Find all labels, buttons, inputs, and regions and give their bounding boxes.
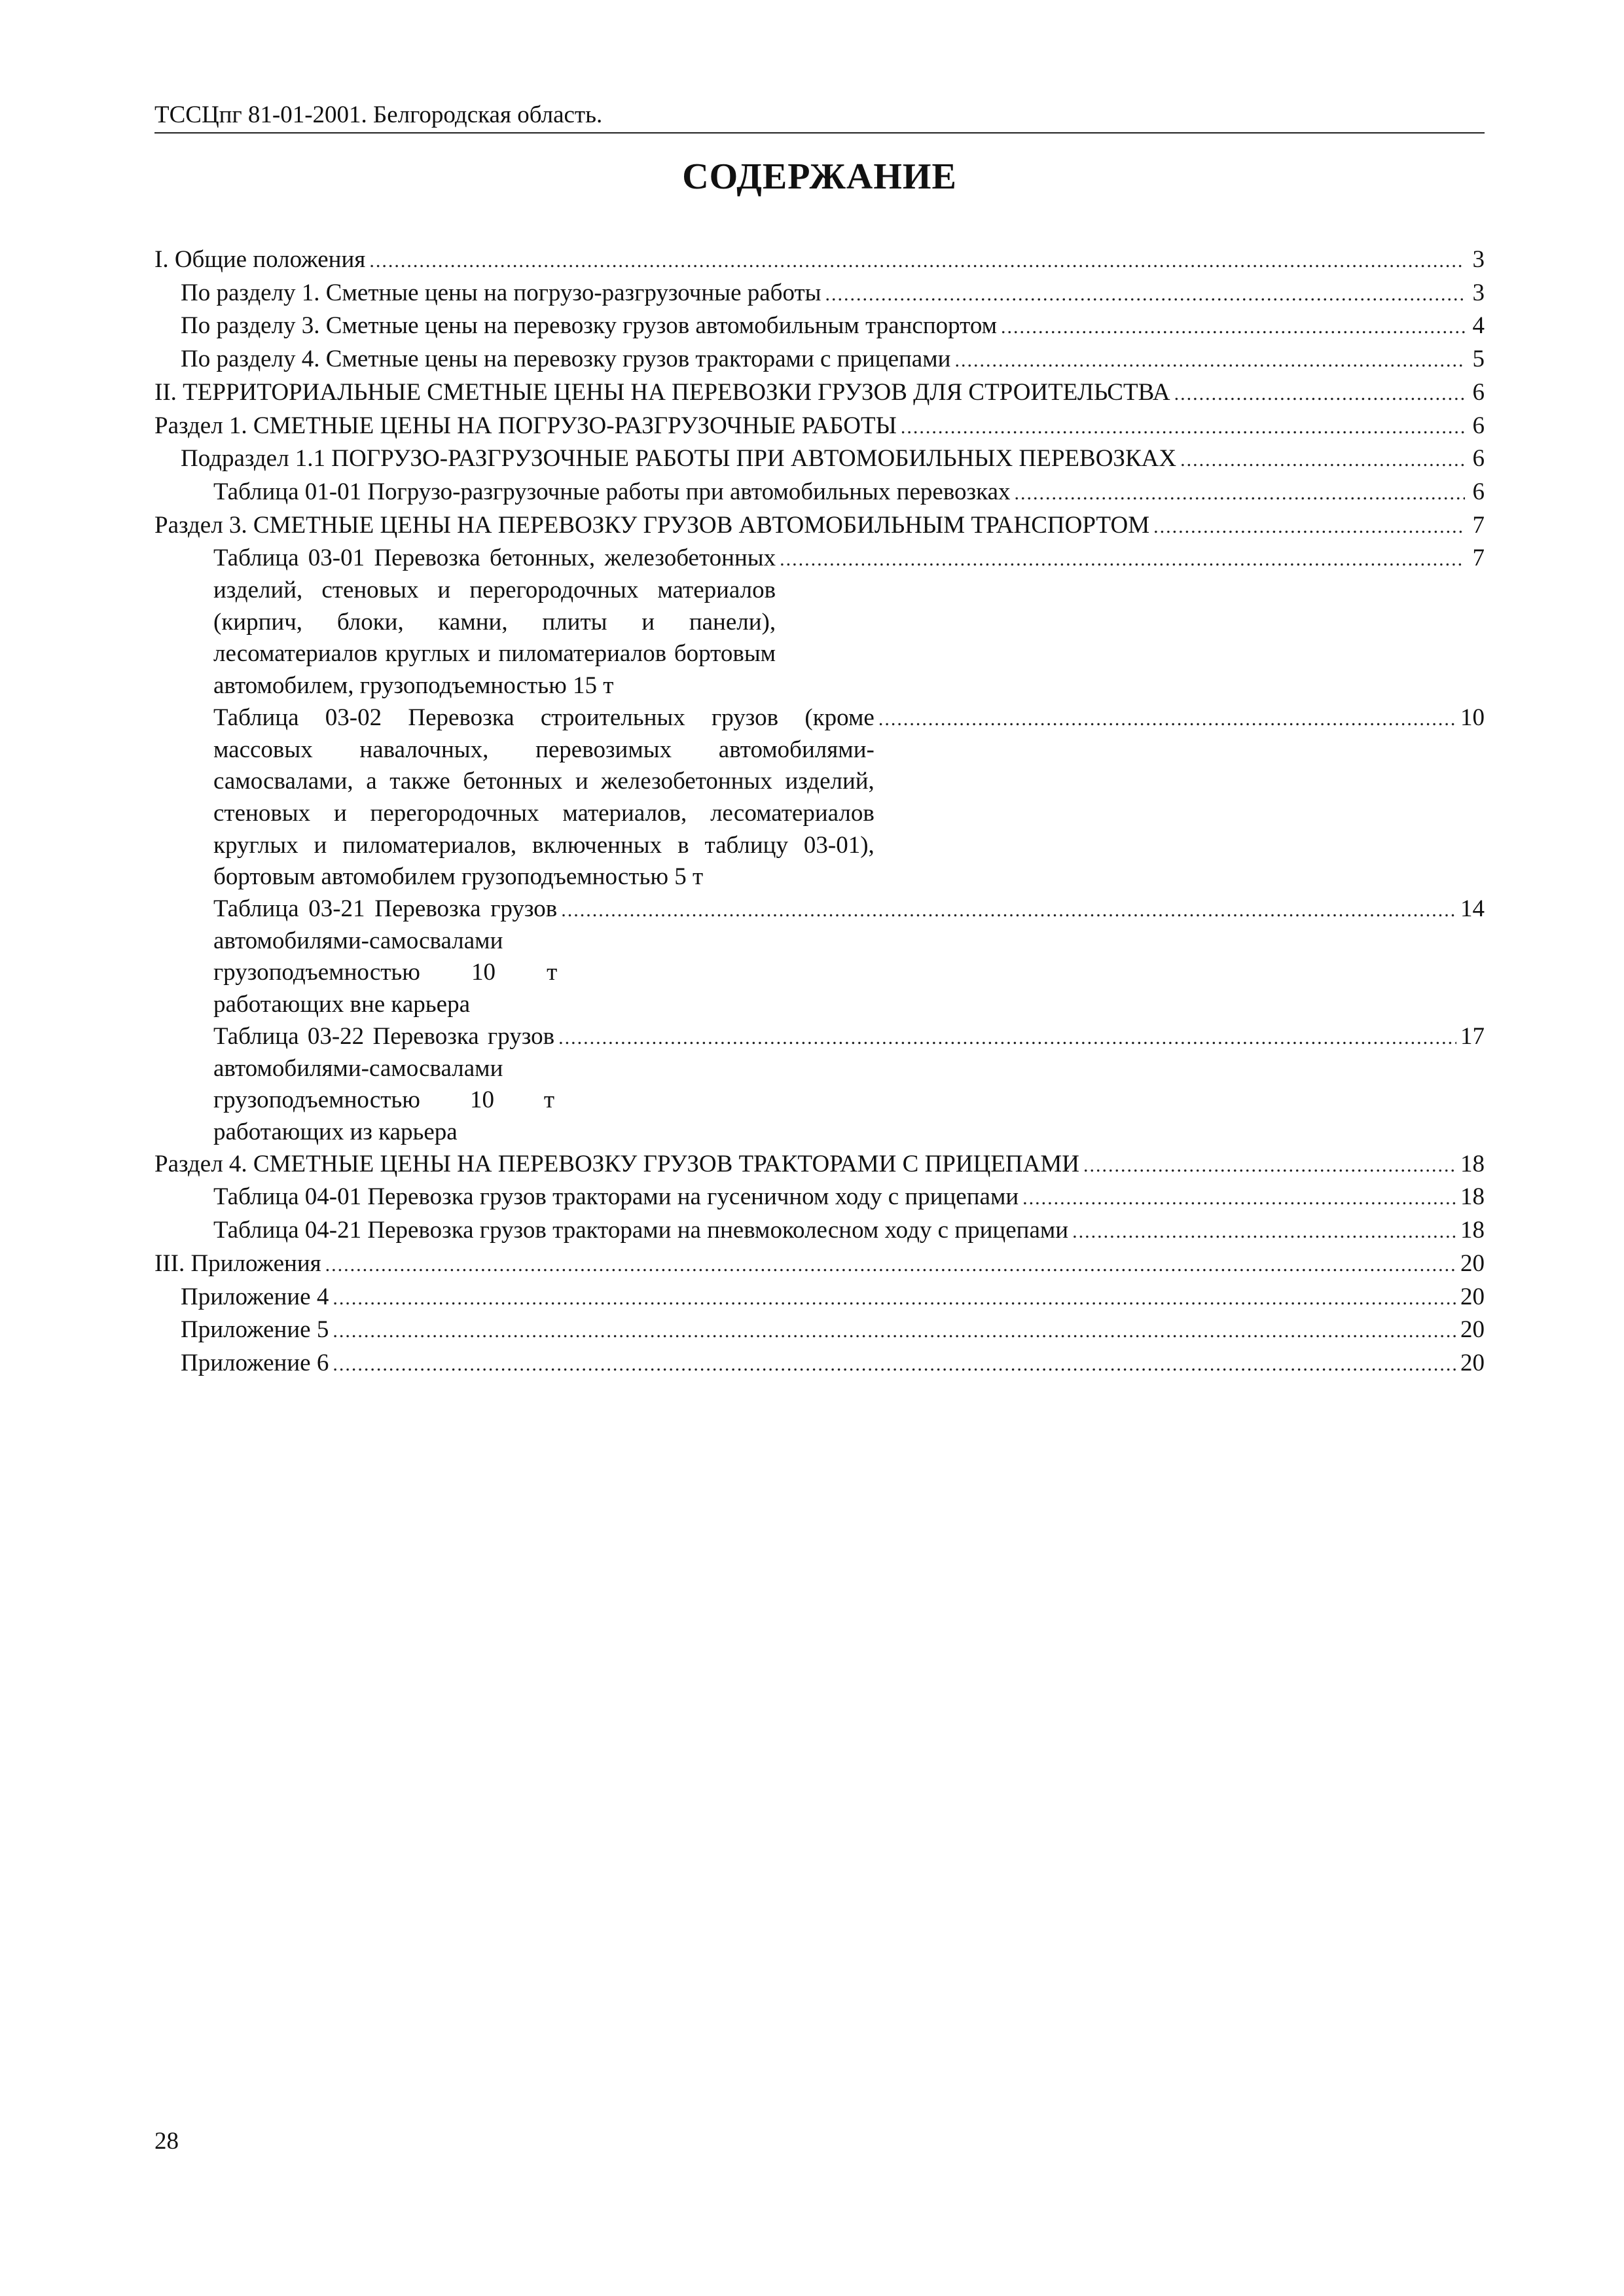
toc-entry-title: Приложение 6: [181, 1349, 329, 1376]
toc-entry[interactable]: [154, 702, 1485, 893]
toc-entry[interactable]: [154, 510, 1485, 543]
toc-entry-title: I. Общие положения: [154, 246, 366, 273]
toc-entry-page: 20: [1460, 1349, 1485, 1376]
toc-entry-page: 20: [1460, 1316, 1485, 1344]
dot-leader: [1180, 444, 1465, 476]
toc-entry-title: Раздел 1. СМЕТНЫЕ ЦЕНЫ НА ПОГРУЗО-РАЗГРУЗОЧНЫЕ РАБОТЫ: [154, 412, 897, 439]
toc-entry[interactable]: [154, 1181, 1485, 1215]
table-of-contents: [154, 244, 1485, 1381]
toc-entry-page: 10: [1460, 704, 1485, 731]
running-header: [154, 98, 1485, 134]
toc-entry-page: 20: [1460, 1283, 1485, 1310]
toc-entry-page: 5: [1472, 346, 1485, 373]
toc-entry[interactable]: [154, 1021, 1485, 1149]
dot-leader: [1083, 1150, 1456, 1182]
toc-entry-page: 6: [1472, 445, 1485, 473]
toc-entry[interactable]: [154, 1348, 1485, 1381]
dot-leader: [954, 345, 1465, 377]
toc-entry-title: По разделу 4. Сметные цены на перевозку грузов тракторами с прицепами: [181, 346, 951, 373]
dot-leader: [333, 1349, 1456, 1381]
dot-leader: [333, 1283, 1456, 1315]
toc-entry-page: 6: [1472, 412, 1485, 439]
toc-entry[interactable]: [154, 543, 1485, 702]
toc-entry-page: 3: [1472, 246, 1485, 273]
dot-leader: [1072, 1216, 1456, 1248]
toc-entry-title: Таблица 03-01 Перевозка бетонных, железобетонных изделий, стеновых и перегородочных материалов (кирпич, блоки, камни, плиты и панели), лесоматериалов круглых и пиломатериалов бортовым автомобилем, грузоподъемностью 15 т: [213, 545, 776, 700]
toc-entry-title: Таблица 03-02 Перевозка строительных грузов (кроме массовых навалочных, перевозимых автомобилями-самосвалами, а также бетонных и железобетонных изделий, стеновых и перегородочных материалов, лесоматериалов круглых и пиломатериалов, включенных в таблицу 03-01), бортовым автомобилем грузоподъемностью 5 т: [213, 704, 875, 891]
toc-entry[interactable]: [154, 244, 1485, 278]
toc-entry-title: По разделу 1. Сметные цены на погрузо-разгрузочные работы: [181, 279, 821, 306]
dot-leader: [780, 544, 1465, 576]
toc-entry-title: Таблица 04-01 Перевозка грузов тракторами на гусеничном ходу с прицепами: [213, 1183, 1019, 1211]
toc-entry-page: 7: [1472, 511, 1485, 539]
toc-entry-page: 18: [1460, 1217, 1485, 1244]
dot-leader: [1022, 1183, 1456, 1215]
toc-entry-page: 7: [1472, 545, 1485, 572]
toc-entry-title: Таблица 01-01 Погрузо-разгрузочные работы при автомобильных перевозках: [213, 478, 1011, 505]
toc-entry[interactable]: [154, 410, 1485, 444]
toc-entry[interactable]: [154, 1248, 1485, 1282]
toc-entry-page: 4: [1472, 312, 1485, 340]
toc-entry[interactable]: [154, 476, 1485, 510]
toc-entry-page: 6: [1472, 478, 1485, 505]
toc-entry[interactable]: [154, 377, 1485, 410]
toc-entry-page: 3: [1472, 279, 1485, 306]
dot-leader: [1153, 511, 1465, 543]
toc-entry-title: По разделу 3. Сметные цены на перевозку грузов автомобильным транспортом: [181, 312, 998, 340]
toc-entry-title: Таблица 03-22 Перевозка грузов автомобилями-самосвалами грузоподъемностью 10 т работающих из карьера: [213, 1022, 555, 1145]
running-header-text: ТССЦпг 81-01-2001. Белгородская область.: [154, 101, 603, 128]
dot-leader: [1015, 478, 1466, 510]
dot-leader: [325, 1249, 1456, 1282]
toc-entry-title: Приложение 4: [181, 1283, 329, 1310]
toc-entry[interactable]: [154, 1282, 1485, 1315]
toc-entry[interactable]: [154, 1215, 1485, 1248]
toc-entry-title: II. ТЕРРИТОРИАЛЬНЫЕ СМЕТНЫЕ ЦЕНЫ НА ПЕРЕВОЗКИ ГРУЗОВ ДЛЯ СТРОИТЕЛЬСТВА: [154, 378, 1170, 406]
toc-entry-page: 14: [1460, 895, 1485, 923]
toc-entry-page: 18: [1460, 1183, 1485, 1211]
toc-entry-title: III. Приложения: [154, 1249, 321, 1277]
page-number: 28: [154, 2128, 179, 2155]
toc-entry[interactable]: [154, 344, 1485, 377]
toc-entry-page: 6: [1472, 378, 1485, 406]
dot-leader: [561, 895, 1456, 927]
toc-entry-title: Подраздел 1.1 ПОГРУЗО-РАЗГРУЗОЧНЫЕ РАБОТЫ ПРИ АВТОМОБИЛЬНЫХ ПЕРЕВОЗКАХ: [181, 445, 1177, 473]
toc-entry-title: Таблица 03-21 Перевозка грузов автомобилями-самосвалами грузоподъемностью 10 т работающих вне карьера: [213, 895, 558, 1018]
toc-entry-title: Раздел 3. СМЕТНЫЕ ЦЕНЫ НА ПЕРЕВОЗКУ ГРУЗОВ АВТОМОБИЛЬНЫМ ТРАНСПОРТОМ: [154, 511, 1150, 539]
toc-title: СОДЕРЖАНИЕ: [682, 156, 957, 197]
toc-entry[interactable]: [154, 443, 1485, 476]
toc-entry-page: 20: [1460, 1249, 1485, 1277]
toc-entry[interactable]: [154, 310, 1485, 344]
toc-entry-title: Приложение 5: [181, 1316, 329, 1344]
dot-leader: [558, 1022, 1456, 1054]
toc-entry-page: 18: [1460, 1150, 1485, 1177]
toc-entry[interactable]: [154, 1149, 1485, 1182]
dot-leader: [901, 412, 1465, 444]
dot-leader: [333, 1316, 1456, 1348]
toc-entry-page: 17: [1460, 1022, 1485, 1050]
dot-leader: [878, 704, 1456, 736]
toc-entry[interactable]: [154, 893, 1485, 1021]
dot-leader: [1001, 312, 1465, 344]
dot-leader: [369, 245, 1465, 278]
toc-entry-title: Таблица 04-21 Перевозка грузов тракторами на пневмоколесном ходу с прицепами: [213, 1217, 1069, 1244]
toc-entry-title: Раздел 4. СМЕТНЫЕ ЦЕНЫ НА ПЕРЕВОЗКУ ГРУЗОВ ТРАКТОРАМИ С ПРИЦЕПАМИ: [154, 1150, 1079, 1177]
dot-leader: [1174, 378, 1465, 410]
toc-entry[interactable]: [154, 278, 1485, 311]
dot-leader: [825, 279, 1465, 311]
toc-entry[interactable]: [154, 1314, 1485, 1348]
